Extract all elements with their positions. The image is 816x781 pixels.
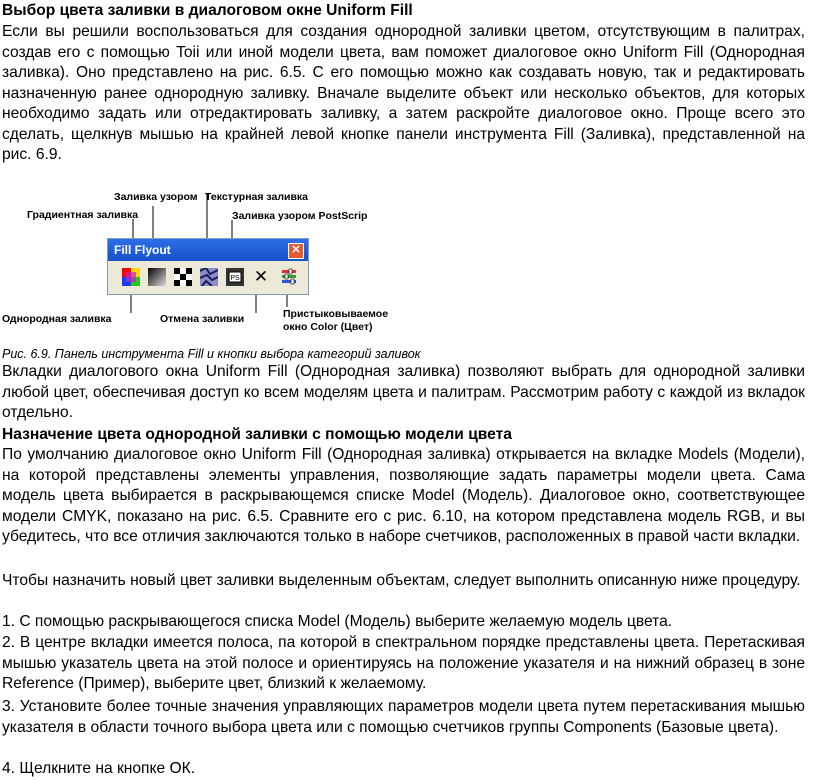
uniform-fill-icon[interactable] bbox=[122, 268, 140, 286]
figure-caption: Рис. 6.9. Панель инструмента Fill и кнопки выбора категорий заливок bbox=[2, 347, 421, 361]
paragraph-models-tab: По умолчанию диалоговое окно Uniform Fill (Однородная заливка) открывается на вкладке Models (Модели), на которой представлены элементы управления, позволяющие задать параметры модели цвета. Сама модель цвета выбирается в раскрывающемся списке Model (Модель). Диалоговое окно, соответствующее модели CMYK, показано на рис. 6.5. Сравните его с рис. 6.10, на котором представлена модель RGB, и вы убедитесь, что все отличия заключаются только в наборе счетчиков, расположенных в правой части вкладки. bbox=[2, 446, 805, 545]
paragraph-tabs: Вкладки диалогового окна Uniform Fill (Однородная заливка) позволяют выбрать для однородной заливки любой цвет, обеспечивая доступ ко всем моделям цвета и палитрам. Рассмотрим работу с каждой из вкладок отдельно. bbox=[2, 363, 805, 421]
label-no-fill: Отмена заливки bbox=[160, 313, 245, 325]
fill-flyout-title: Fill Flyout bbox=[114, 243, 171, 257]
color-docker-icon[interactable] bbox=[280, 268, 298, 286]
fill-flyout-window bbox=[107, 238, 309, 295]
label-postscript-fill: Заливка узором PostScrip bbox=[232, 210, 368, 222]
label-pattern-fill: Заливка узором bbox=[114, 191, 198, 203]
label-uniform-fill: Однородная заливка bbox=[2, 313, 112, 325]
heading-color-model: Назначение цвета однородной заливки с помощью модели цвета bbox=[2, 426, 512, 443]
texture-fill-icon[interactable] bbox=[200, 268, 218, 286]
label-color-docker-1: Пристыковываемое bbox=[283, 308, 389, 320]
postscript-label: PS bbox=[230, 275, 240, 282]
postscript-fill-icon[interactable] bbox=[226, 268, 244, 286]
label-color-docker-2: окно Color (Цвет) bbox=[283, 321, 373, 333]
paragraph-intro: Если вы решили воспользоваться для создания однородной заливки цветом, отсутствующим в палитрах, создав его с помощью Toii или иной модели цвета, вам поможет диалоговое окно Uniform Fill (Однородная заливка). Оно представлено на рис. 6.5. С его помощью можно как создавать новую, так и редактировать назначенную ранее однородную заливку. Вначале выделите объект или несколько объектов, для которых необходимо задать или отредактировать заливку, а затем раскройте диалоговое окно. Проще всего это сделать, щелкнув мышью на крайней левой кнопке панели инструмента Fill (Заливка), представленной на рис. 6.9. bbox=[2, 23, 805, 163]
step-4: 4. Щелкните на кнопке ОК. bbox=[2, 760, 196, 777]
close-button[interactable]: ✕ bbox=[288, 243, 304, 259]
label-gradient-fill: Градиентная заливка bbox=[27, 209, 139, 221]
paragraph-procedure: Чтобы назначить новый цвет заливки выделенным объектам, следует выполнить описанную ниже процедуру. bbox=[2, 572, 801, 589]
step-3: 3. Установите более точные значения управляющих параметров модели цвета путем перетаскивания мышью указателя в области точного выбора цвета или с помощью счетчиков группы Components (Базовые цвета). bbox=[2, 698, 805, 736]
gradient-fill-icon[interactable] bbox=[148, 268, 166, 286]
heading-uniform-fill: Выбор цвета заливки в диалоговом окне Uniform Fill bbox=[2, 2, 413, 19]
step-2: 2. В центре вкладки имеется полоса, па которой в спектральном порядке представлены цвета. Перетаскивая мышью указатель цвета на этой полосе и ориентируясь на положение указателя и на нижний образец в зоне Reference (Пример), выберите цвет, близкий к желаемому. bbox=[2, 634, 805, 692]
no-fill-icon[interactable]: ✕ bbox=[253, 267, 269, 286]
step-1: 1. С помощью раскрывающегося списка Model (Модель) выберите желаемую модель цвета. bbox=[2, 613, 673, 630]
label-texture-fill: Текстурная заливка bbox=[205, 191, 309, 203]
pattern-fill-icon[interactable] bbox=[174, 268, 192, 286]
fill-flyout-titlebar bbox=[108, 239, 308, 261]
